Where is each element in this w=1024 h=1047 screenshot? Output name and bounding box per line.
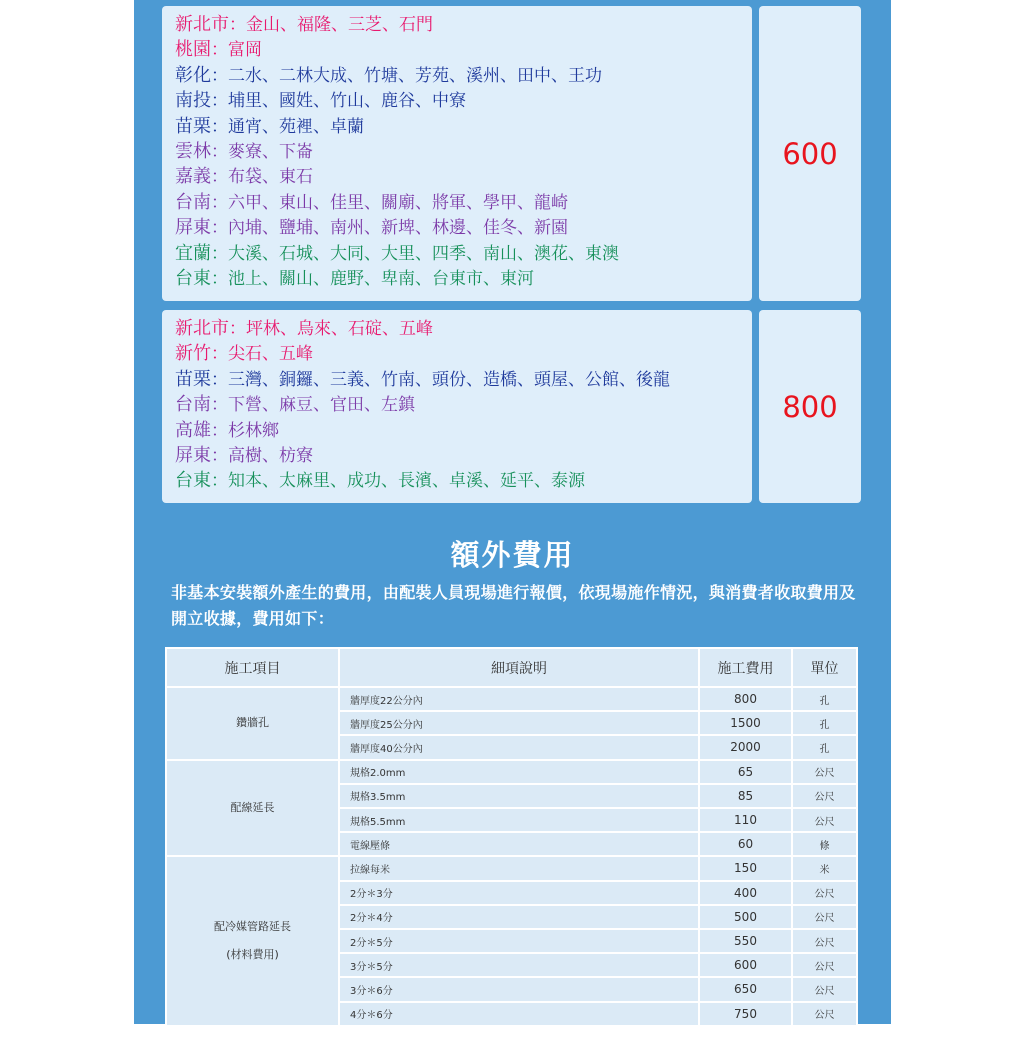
header-unit: 單位 xyxy=(793,649,856,686)
header-fee: 施工費用 xyxy=(700,649,791,686)
extra-fees-title: 額外費用 xyxy=(450,538,575,572)
zone-region-label: 新竹 xyxy=(175,343,211,365)
zone-separator: ： xyxy=(211,446,228,466)
zone-separator: ： xyxy=(211,65,228,86)
detail-cell: 4分＊6分 xyxy=(340,1003,698,1025)
price-box-800 xyxy=(759,310,861,503)
price-600: 600 xyxy=(782,136,838,171)
unit-cell: 公尺 xyxy=(793,906,856,928)
zone-line xyxy=(175,14,433,36)
unit-cell: 公尺 xyxy=(793,785,856,807)
detail-cell: 電線壓條 xyxy=(340,833,698,855)
zone-line xyxy=(175,268,534,290)
zone-region-label: 新北市 xyxy=(175,318,229,339)
work-item-cell xyxy=(167,857,338,1024)
zone-line xyxy=(175,65,602,87)
unit-cell: 公尺 xyxy=(793,1003,856,1025)
detail-cell: 牆厚度22公分內 xyxy=(340,688,698,710)
zone-region-label: 嘉義 xyxy=(175,166,211,188)
unit-cell: 公尺 xyxy=(793,809,856,831)
zone-town-list: 尖石、五峰 xyxy=(228,344,313,365)
zone-town-list: 高樹、枋寮 xyxy=(228,446,313,466)
work-item-name: 配線延長 xyxy=(230,800,275,814)
zone-line xyxy=(175,420,279,442)
zone-separator: ： xyxy=(211,40,228,61)
zone-town-list: 池上、關山、鹿野、卑南、台東市、東河 xyxy=(228,269,534,289)
unit-cell: 條 xyxy=(793,833,856,855)
fee-cell: 150 xyxy=(700,857,791,879)
zone-town-list: 麥寮、下崙 xyxy=(228,142,313,162)
zone-line xyxy=(175,166,313,188)
zone-town-list: 埔里、國姓、竹山、鹿谷、中寮 xyxy=(228,91,466,112)
fee-cell: 500 xyxy=(700,906,791,928)
price-box-600 xyxy=(759,6,861,301)
work-item-name: 配冷媒管路延長 xyxy=(214,920,291,934)
zone-region-label: 南投 xyxy=(175,90,211,112)
zone-separator: ： xyxy=(229,319,246,339)
zone-line xyxy=(175,318,433,340)
zone-region-label: 高雄 xyxy=(175,419,211,441)
zone-town-list: 金山、福隆、三芝、石門 xyxy=(246,15,433,35)
unit-cell: 孔 xyxy=(793,712,856,734)
zone-separator: ： xyxy=(211,167,228,188)
zone-separator: ： xyxy=(211,395,228,416)
detail-cell: 2分＊3分 xyxy=(340,882,698,904)
zone-region-label: 雲林 xyxy=(175,141,211,162)
fee-cell: 60 xyxy=(700,833,791,855)
fee-cell: 650 xyxy=(700,978,791,1000)
zone-separator: ： xyxy=(211,142,228,162)
extra-fees-description: 非基本安裝額外產生的費用，由配裝人員現場進行報價，依現場施作情況，與消費者收取費用及開立收據，費用如下： xyxy=(171,583,856,628)
work-item-note: (材料費用) xyxy=(226,948,279,962)
fee-cell: 550 xyxy=(700,930,791,952)
zone-town-list: 通宵、苑裡、卓蘭 xyxy=(228,116,364,137)
detail-cell: 拉線每米 xyxy=(340,857,698,879)
zone-region-label: 台東 xyxy=(175,268,211,289)
zone-town-list: 杉林鄉 xyxy=(228,420,279,441)
zone-line xyxy=(175,243,619,265)
zone-separator: ： xyxy=(229,15,246,35)
work-item-name: 鑽牆孔 xyxy=(236,716,269,730)
zone-separator: ： xyxy=(211,218,228,239)
header-detail: 細項說明 xyxy=(340,649,698,686)
zone-line xyxy=(175,90,466,112)
detail-cell: 2分＊4分 xyxy=(340,906,698,928)
zone-separator: ： xyxy=(211,420,228,441)
unit-cell: 米 xyxy=(793,857,856,879)
zone-line xyxy=(175,141,313,163)
zone-region-label: 屏東 xyxy=(175,217,211,239)
detail-cell: 3分＊5分 xyxy=(340,954,698,976)
work-item-cell xyxy=(167,688,338,759)
price-800: 800 xyxy=(782,389,838,424)
unit-cell: 公尺 xyxy=(793,954,856,976)
fee-cell: 400 xyxy=(700,882,791,904)
zone-line xyxy=(175,343,313,365)
zone-region-label: 屏東 xyxy=(175,445,211,466)
fee-table xyxy=(165,647,858,1047)
fee-cell: 600 xyxy=(700,954,791,976)
zone-town-list: 布袋、東石 xyxy=(228,167,313,188)
zone-region-label: 宜蘭 xyxy=(175,242,211,264)
zone-region-label: 新北市 xyxy=(175,14,229,35)
zone-town-list: 二水、二林大成、竹塘、芳苑、溪州、田中、王功 xyxy=(228,65,602,86)
zone-separator: ： xyxy=(211,471,228,492)
zone-line xyxy=(175,39,262,61)
zone-separator: ： xyxy=(211,192,228,213)
zone-separator: ： xyxy=(211,243,228,264)
zone-region-label: 台南 xyxy=(175,191,211,213)
zone-region-label: 台東 xyxy=(175,470,211,492)
unit-cell: 公尺 xyxy=(793,761,856,783)
unit-cell: 孔 xyxy=(793,736,856,758)
zone-separator: ： xyxy=(211,116,228,137)
zone-separator: ： xyxy=(211,369,228,390)
detail-cell: 規格2.0mm xyxy=(340,761,698,783)
zone-region-label: 苗栗 xyxy=(175,368,211,390)
fee-cell: 1500 xyxy=(700,712,791,734)
detail-cell: 規格5.5mm xyxy=(340,809,698,831)
zone-town-list: 六甲、東山、佳里、關廟、將軍、學甲、龍崎 xyxy=(228,192,568,213)
zone-town-list: 下營、麻豆、官田、左鎮 xyxy=(228,395,415,416)
unit-cell: 公尺 xyxy=(793,930,856,952)
zone-line xyxy=(175,470,585,492)
zone-line xyxy=(175,394,415,416)
zone-town-list: 大溪、石城、大同、大里、四季、南山、澳花、東澳 xyxy=(228,243,619,264)
detail-cell: 規格3.5mm xyxy=(340,785,698,807)
zone-separator: ： xyxy=(211,269,228,289)
fee-cell: 750 xyxy=(700,1003,791,1025)
zone-region-label: 彰化 xyxy=(175,64,211,86)
work-item-cell xyxy=(167,761,338,856)
unit-cell: 孔 xyxy=(793,688,856,710)
zone-region-label: 苗栗 xyxy=(175,115,211,137)
zone-town-list: 坪林、烏來、石碇、五峰 xyxy=(246,319,433,339)
zone-region-label: 桃園 xyxy=(175,39,211,61)
zone-line xyxy=(175,217,568,239)
zone-separator: ： xyxy=(211,344,228,365)
zone-town-list: 三灣、銅鑼、三義、竹南、頭份、造橋、頭屋、公館、後龍 xyxy=(228,369,670,390)
unit-cell: 公尺 xyxy=(793,882,856,904)
fee-cell: 85 xyxy=(700,785,791,807)
fee-cell: 65 xyxy=(700,761,791,783)
zone-line xyxy=(175,445,313,467)
zone-line xyxy=(175,116,364,138)
fee-cell: 2000 xyxy=(700,736,791,758)
zone-town-list: 富岡 xyxy=(228,40,262,61)
zone-line xyxy=(175,369,670,391)
detail-cell: 牆厚度25公分內 xyxy=(340,712,698,734)
fee-cell: 800 xyxy=(700,688,791,710)
detail-cell: 2分＊5分 xyxy=(340,930,698,952)
detail-cell: 3分＊6分 xyxy=(340,978,698,1000)
fee-cell: 110 xyxy=(700,809,791,831)
unit-cell: 公尺 xyxy=(793,978,856,1000)
header-item: 施工項目 xyxy=(167,649,338,686)
detail-cell: 牆厚度40公分內 xyxy=(340,736,698,758)
zone-town-list: 知本、太麻里、成功、長濱、卓溪、延平、泰源 xyxy=(228,471,585,492)
zone-line xyxy=(175,192,568,214)
zone-town-list: 內埔、鹽埔、南州、新埤、林邊、佳冬、新園 xyxy=(228,218,568,239)
zone-separator: ： xyxy=(211,91,228,112)
zone-region-label: 台南 xyxy=(175,394,211,416)
